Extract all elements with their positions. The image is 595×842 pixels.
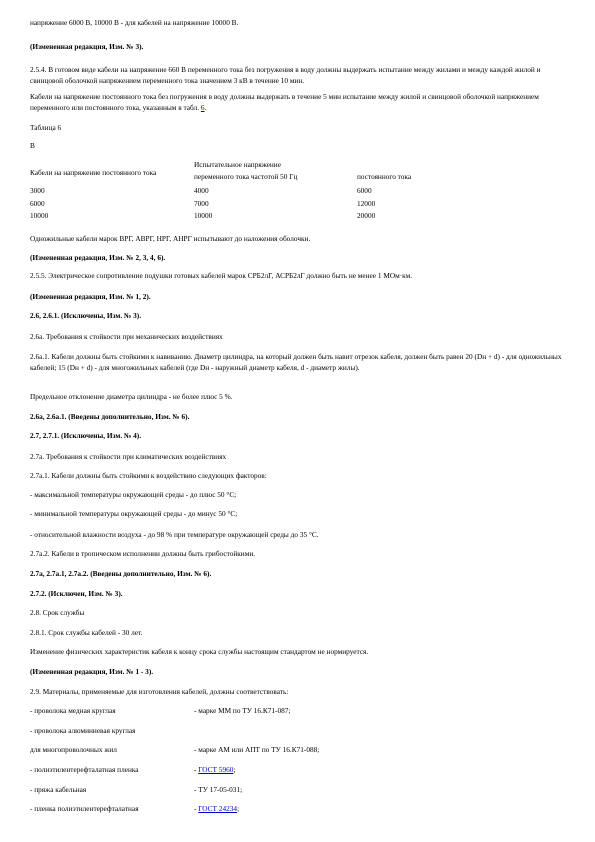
- table-unit: В: [30, 141, 35, 150]
- table-cell: 10000: [30, 211, 49, 220]
- section-heading-2-8: 2.8. Срок службы: [30, 608, 85, 617]
- table-header-test-voltage: Испытательное напряжение: [194, 160, 281, 169]
- section-heading-2-6a: 2.6а. Требования к стойкости при механических воздействиях: [30, 332, 223, 341]
- amendment-note: 2.7а, 2.7а.1, 2.7а.2. (Введены дополнительно, Изм. № 6).: [30, 569, 212, 578]
- amendment-note: (Измененная редакция, Изм. № 1 - 3).: [30, 667, 154, 676]
- material-spec-prefix: -: [194, 765, 199, 774]
- material-name: - пленка полиэтилентерефталатная: [30, 804, 139, 813]
- material-spec: [194, 765, 235, 776]
- amendment-note: 2.6, 2.6.1. (Исключены, Изм. № 3).: [30, 311, 142, 320]
- material-name: - пряжа кабельная: [30, 785, 87, 794]
- paragraph: Изменение физических характеристик кабеля к концу срока службы настоящим стандартом не нормируется.: [30, 647, 369, 656]
- paragraph-2-6a-1: 2.6а.1. Кабели должны быть стойкими к навиванию. Диаметр цилиндра, на который должен быть навит отрезок кабеля, должен быть равен 20 (Dн + d) - для одножильных кабелей; 15 (Dн + d) - для многожильных кабелей (где Dн - наружный диаметр кабеля, d - диаметр жилы).: [30, 352, 562, 372]
- gost-24234-link[interactable]: ГОСТ 24234: [198, 804, 238, 813]
- table-header-dc: постоянного тока: [357, 172, 412, 181]
- list-item: - относительной влажности воздуха - до 98 % при температуре окружающей среды до 35 °С.: [30, 530, 319, 539]
- material-spec: - марке ММ по ТУ 16.К71-087;: [194, 706, 291, 715]
- material-spec: [194, 804, 239, 815]
- table-cell: 7000: [194, 199, 209, 208]
- amendment-note: (Измененная редакция, Изм. № 1, 2).: [30, 292, 151, 301]
- table-title: Таблица 6: [30, 123, 62, 132]
- material-name: - проволока алюминиевая круглая: [30, 726, 136, 735]
- table-cell: 10000: [194, 211, 213, 220]
- table-header-cable-voltage: Кабели на напряжение постоянного тока: [30, 168, 157, 177]
- list-item: - минимальной температуры окружающей среды - до минус 50 °С;: [30, 509, 238, 518]
- table-cell: 12000: [357, 199, 376, 208]
- material-spec: - марке АМ или АПТ по ТУ 16.К71-088;: [194, 745, 320, 754]
- material-spec-prefix: -: [194, 804, 199, 813]
- gost-5960-link[interactable]: ГОСТ 5960: [198, 765, 234, 774]
- table-cell: 6000: [30, 199, 45, 208]
- amendment-note: (Измененная редакция, Изм. № 2, 3, 4, 6).: [30, 253, 166, 262]
- material-spec-suffix: ;: [237, 804, 240, 813]
- table-cell: 6000: [357, 186, 372, 195]
- material-name: - полиэтилентерефталатная пленка: [30, 765, 139, 774]
- paragraph-2-7a-1: 2.7а.1. Кабели должны быть стойкими к воздействию следующих факторов:: [30, 471, 267, 480]
- table-cell: 20000: [357, 211, 376, 220]
- section-heading-2-7a: 2.7а. Требования к стойкости при климатических воздействиях: [30, 452, 227, 461]
- paragraph: напряжение 6000 В, 10000 В - для кабелей на напряжение 10000 В.: [30, 18, 239, 27]
- paragraph: Предельное отклонение диаметра цилиндра - не более плюс 5 %.: [30, 392, 233, 401]
- table-header-ac-50hz: переменного тока частотой 50 Гц: [194, 172, 298, 181]
- paragraph-2-9: 2.9. Материалы, применяемые для изготовления кабелей, должны соответствовать:: [30, 687, 289, 696]
- paragraph-2-8-1: 2.8.1. Срок службы кабелей - 30 лет.: [30, 628, 143, 637]
- amendment-note: 2.6а, 2.6а.1. (Введены дополнительно, Изм. № 6).: [30, 412, 190, 421]
- material-name: - проволока медная круглая: [30, 706, 116, 715]
- paragraph-2-7a-2: 2.7а.2. Кабели в тропическом исполнении должны быть грибостойкими.: [30, 549, 256, 558]
- paragraph-dc-cables: [30, 92, 565, 113]
- table-cell: 4000: [194, 186, 209, 195]
- amendment-note: (Измененная редакция, Изм. № 3).: [30, 42, 144, 51]
- material-spec-suffix: ;: [233, 765, 236, 774]
- paragraph-text: Кабели на напряжение постоянного тока без погружения в воду должны выдержать в течение 5 мин испытание между жилой и свинцовой оболочкой напряжением переменного или постоянного тока, указанным в табл.: [30, 92, 539, 112]
- paragraph: Одножильные кабели марок ВРГ, АВРГ, НРГ, АНРГ испытывают до наложения оболочки.: [30, 234, 311, 243]
- paragraph-end: .: [204, 102, 207, 112]
- table-6-link[interactable]: 6: [200, 102, 205, 112]
- paragraph-2-5-5: 2.5.5. Электрическое сопротивление подушки готовых кабелей марок СРБ2лГ, АСРБ2лГ должно быть не менее 1 МОм·км.: [30, 271, 413, 280]
- material-name: для многопроволочных жил: [30, 745, 117, 754]
- table-cell: 3000: [30, 186, 45, 195]
- material-spec: - ТУ 17-05-031;: [194, 785, 243, 794]
- amendment-note: 2.7.2. (Исключен, Изм. № 3).: [30, 589, 123, 598]
- amendment-note: 2.7, 2.7.1. (Исключены, Изм. № 4).: [30, 431, 142, 440]
- paragraph-2-5-4: 2.5.4. В готовом виде кабели на напряжение 660 В переменного тока без погружения в воду должны выдержать испытание между жилами и между каждой жилой и свинцовой оболочкой напряжением переменного тока значением 3 кВ в течение 10 мин.: [30, 65, 541, 85]
- list-item: - максимальной температуры окружающей среды - до плюс 50 °С;: [30, 490, 237, 499]
